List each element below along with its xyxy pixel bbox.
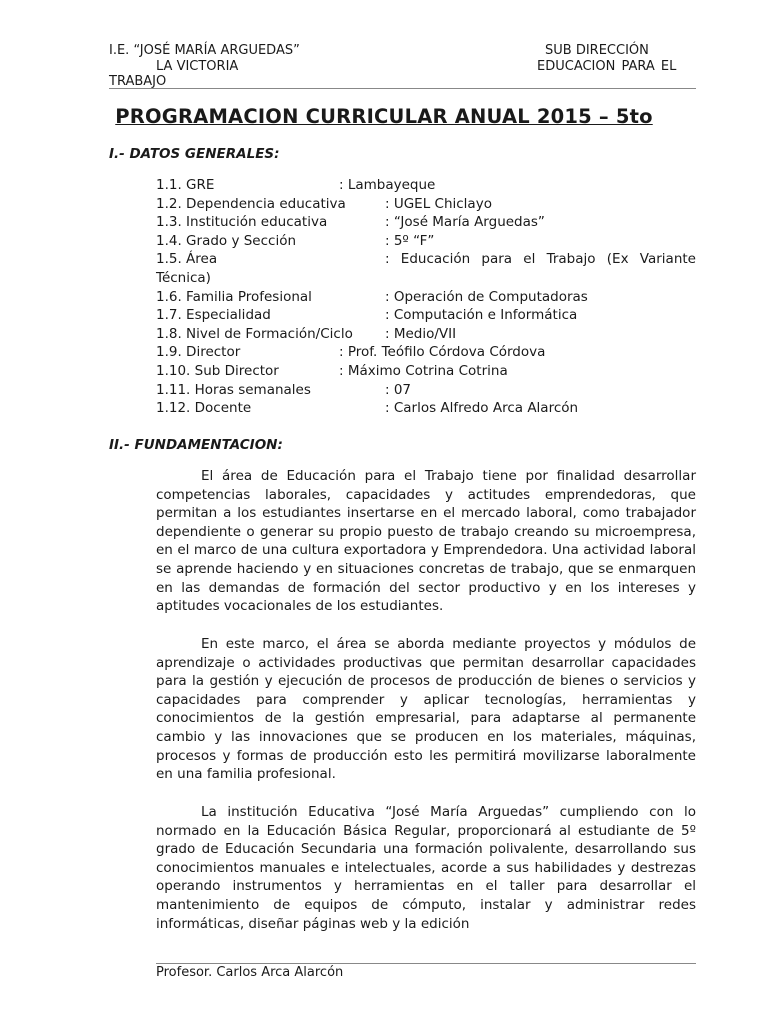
datos-row <box>156 213 696 232</box>
datos-value: : Operación de Computadoras <box>385 288 588 305</box>
header-trabajo: TRABAJO <box>109 74 167 89</box>
datos-row <box>156 325 696 344</box>
datos-row <box>156 250 696 287</box>
datos-value: : “José María Arguedas” <box>385 214 545 231</box>
datos-value: : Prof. Teófilo Córdova Córdova <box>339 344 546 361</box>
datos-label: 1.4. Grado y Sección <box>156 232 297 249</box>
footer-rule <box>156 963 696 964</box>
datos-label: 1.2. Dependencia educativa <box>156 195 346 212</box>
datos-label: 1.5. Área <box>156 251 218 268</box>
datos-label: 1.6. Familia Profesional <box>156 288 312 305</box>
datos-label: 1.10. Sub Director <box>156 362 279 379</box>
header-school-location: LA VICTORIA <box>156 59 239 74</box>
header-educacion-para-el: EDUCACION PARA EL <box>537 59 677 74</box>
datos-label: 1.7. Especialidad <box>156 307 271 324</box>
datos-generales-list <box>156 176 696 418</box>
datos-row <box>156 399 696 418</box>
datos-label: 1.11. Horas semanales <box>156 381 311 398</box>
datos-value: : 07 <box>385 381 412 398</box>
datos-row <box>156 288 696 307</box>
datos-row <box>156 176 696 195</box>
page-title: PROGRAMACION CURRICULAR ANUAL 2015 – 5to <box>115 105 653 128</box>
header-school-name: I.E. “JOSÉ MARÍA ARGUEDAS” <box>109 43 300 58</box>
datos-label: 1.12. Docente <box>156 400 252 417</box>
datos-label: 1.3. Institución educativa <box>156 214 328 231</box>
datos-row <box>156 362 696 381</box>
section-datos-generales-heading: I.- DATOS GENERALES: <box>109 146 280 162</box>
datos-value: : 5º “F” <box>385 232 435 249</box>
fundamentacion-paragraph-2: En este marco, el área se aborda mediante proyectos y módulos de aprendizaje o actividades productivas que permitan desarrollar capacidades para la gestión y ejecución de procesos de producción de bienes o servicios y capacidades para comprender y aplicar tecnologías, herramientas y conocimientos de la gestión empresarial, para adaptarse al permanente cambio y las innovaciones que se producen en los materiales, máquinas, procesos y formas de producción esto les permitirá movilizarse laboralmente en una familia profesional. <box>156 636 696 783</box>
datos-row <box>156 195 696 214</box>
datos-row <box>156 343 696 362</box>
header-rule <box>109 88 696 89</box>
fundamentacion-paragraph-1: El área de Educación para el Trabajo tiene por finalidad desarrollar competencias laborales, capacidades y actitudes emprendedoras, que permitan a los estudiantes insertarse en el mercado laboral, como trabajador dependiente o generar su propio puesto de trabajo creando su microempresa, en el marco de una cultura exportadora y Emprendedora. Una actividad laboral se aprende haciendo y en situaciones concretas de trabajo, que se enmarquen en las demandas de formación del sector productivo y en los intereses y aptitudes vocacionales de los estudiantes. <box>156 468 696 615</box>
datos-value: : Máximo Cotrina Cotrina <box>339 362 508 379</box>
datos-value-continuation: Técnica) <box>156 269 211 286</box>
fundamentacion-paragraph-3: La institución Educativa “José María Arguedas” cumpliendo con lo normado en la Educación Básica Regular, proporcionará al estudiante de 5º grado de Educación Secundaria una formación polivalente, desarrollando sus conocimientos manuales e intelectuales, acorde a sus habilidades y destrezas operando instrumentos y herramientas en el taller para desarrollar el mantenimiento de equipos de cómputo, instalar y administrar redes informáticas, diseñar páginas web y la edición <box>156 804 696 932</box>
datos-row <box>156 232 696 251</box>
datos-row <box>156 381 696 400</box>
datos-value: : Computación e Informática <box>385 307 578 324</box>
datos-value: : Medio/VII <box>385 325 457 342</box>
datos-row <box>156 306 696 325</box>
datos-value: : Carlos Alfredo Arca Alarcón <box>385 400 579 417</box>
header-sub-direccion: SUB DIRECCIÓN <box>545 43 649 58</box>
datos-value: : Educación para el Trabajo (Ex Variante <box>385 251 696 268</box>
datos-value: : UGEL Chiclayo <box>385 195 492 212</box>
datos-label: 1.9. Director <box>156 344 241 361</box>
datos-label: 1.8. Nivel de Formación/Ciclo <box>156 325 353 342</box>
datos-label: 1.1. GRE <box>156 177 215 193</box>
datos-value: : Lambayeque <box>339 177 436 193</box>
footer-teacher: Profesor. Carlos Arca Alarcón <box>156 965 344 980</box>
section-fundamentacion-heading: II.- FUNDAMENTACION: <box>109 437 283 453</box>
